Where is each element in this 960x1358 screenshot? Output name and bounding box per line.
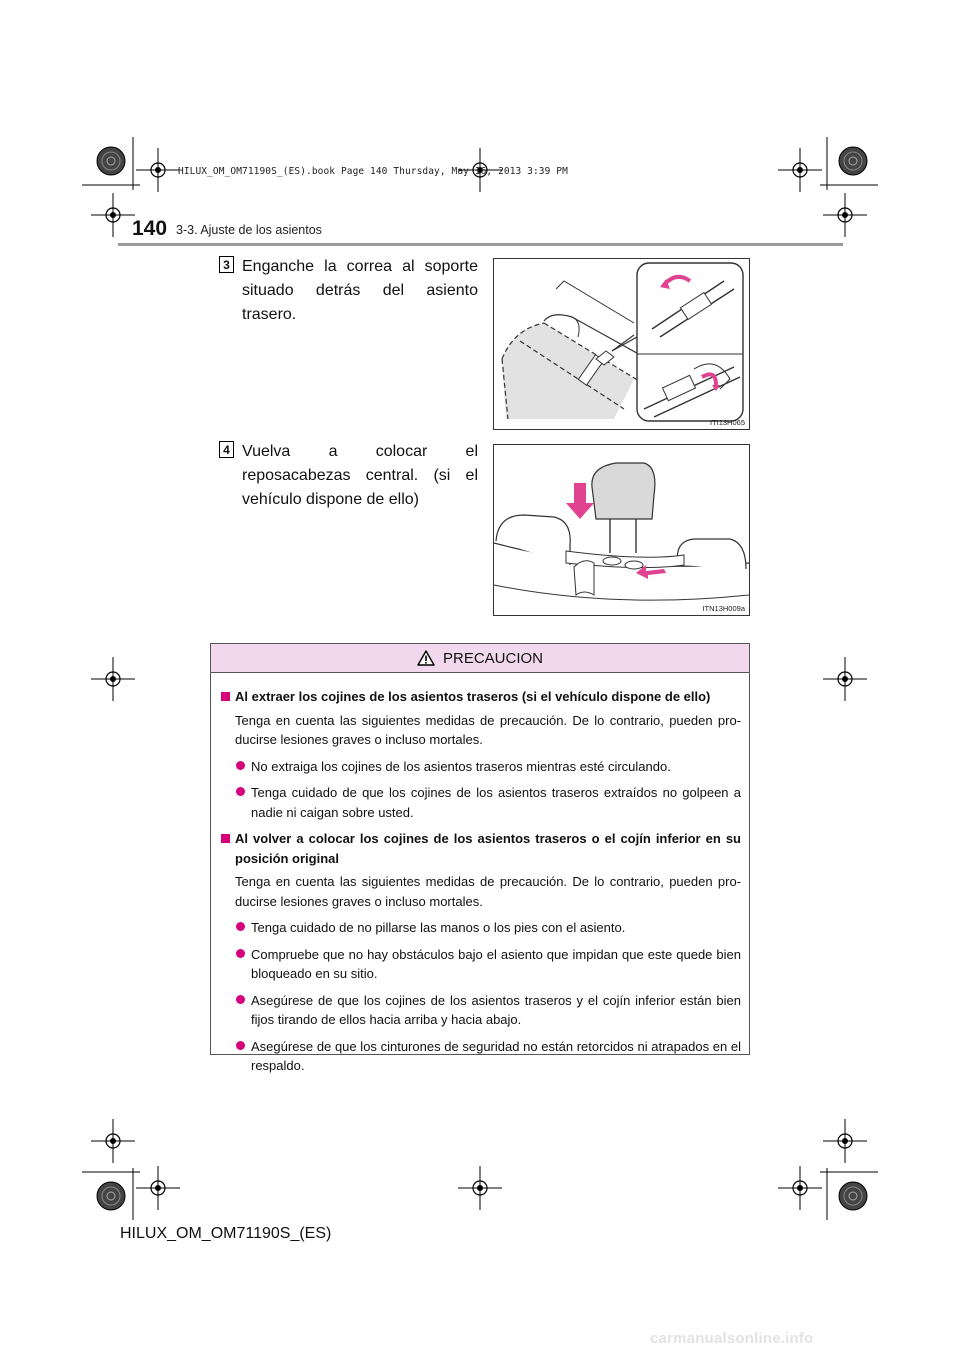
caution-bullet-text: Asegúrese de que los cojines de los asientos traseros y el cojín inferior están bien fijos tirando de ellos hacia arriba y hacia abajo. <box>251 992 741 1027</box>
caution-item-text: Tenga en cuenta las siguientes medidas de precaución. De lo contrario, pueden pro-ducirse lesiones graves o incluso mortales. <box>235 874 741 909</box>
caution-item <box>219 687 741 822</box>
caution-bullet-text: Tenga cuidado de no pillarse las manos o los pies con el asiento. <box>251 920 626 935</box>
caution-bullet <box>235 783 741 822</box>
book-info-line: HILUX_OM_OM71190S_(ES).book Page 140 Thursday, May 16, 2013 3:39 PM <box>178 166 568 177</box>
caution-item-text: Tenga en cuenta las siguientes medidas de precaución. De lo contrario, pueden pro-ducirse lesiones graves o incluso mortales. <box>235 712 741 747</box>
site-watermark: carmanualsonline.info <box>650 1330 814 1347</box>
figure-code: ITN13H009a <box>702 604 745 613</box>
caution-item-title: Al extraer los cojines de los asientos traseros (si el vehículo dispone de ello) <box>235 689 711 704</box>
document-code-footer: HILUX_OM_OM71190S_(ES) <box>120 1225 332 1242</box>
caution-item-title: Al volver a colocar los cojines de los asientos traseros o el cojín inferior en su posición original <box>235 831 741 866</box>
caution-bullet <box>235 757 741 777</box>
step-instruction: Enganche la correa al soporte situado detrás del asiento trasero. <box>242 258 478 323</box>
page-number: 140 <box>132 217 168 240</box>
caution-box <box>210 643 750 1073</box>
caution-bullet <box>235 1037 741 1076</box>
circle-bullet-icon <box>236 995 245 1004</box>
circle-bullet-icon <box>236 922 245 931</box>
square-bullet-icon <box>221 692 230 701</box>
circle-bullet-icon <box>236 1041 245 1050</box>
caution-header <box>211 644 749 673</box>
caution-title: PRECAUCION <box>442 649 543 667</box>
step-number-badge: 3 <box>219 256 234 273</box>
caution-bullet <box>235 918 741 938</box>
caution-bullet-text: Tenga cuidado de que los cojines de los asientos traseros extraídos no golpeen a nadie ni caigan sobre usted. <box>251 785 741 820</box>
square-bullet-icon <box>221 834 230 843</box>
circle-bullet-icon <box>236 949 245 958</box>
step-number-badge: 4 <box>219 441 234 458</box>
circle-bullet-icon <box>236 787 245 796</box>
caution-bullet <box>235 945 741 984</box>
step-instruction: Vuelva a colocar el reposacabezas central. (si el vehículo dispone de ello) <box>242 443 478 508</box>
warning-triangle-icon <box>417 650 435 666</box>
seat-strap-drawing <box>494 259 749 429</box>
circle-bullet-icon <box>236 761 245 770</box>
figure-code: ITI13H065 <box>709 418 745 427</box>
header-divider <box>118 243 843 246</box>
caution-bullet <box>235 991 741 1030</box>
caution-body <box>211 673 749 1076</box>
strap-hook-illustration <box>493 258 750 430</box>
headrest-illustration <box>493 444 750 616</box>
section-title: 3-3. Ajuste de los asientos <box>176 223 322 237</box>
caution-bullet-text: No extraiga los cojines de los asientos traseros mientras esté circulando. <box>251 758 671 774</box>
caution-item <box>219 829 741 1076</box>
caution-bullet-text: Compruebe que no hay obstáculos bajo el asiento que impidan que este quede bien bloqueado en su sitio. <box>251 946 741 981</box>
headrest-drawing <box>494 445 749 615</box>
caution-bullet-text: Asegúrese de que los cinturones de seguridad no están retorcidos ni atrapados en el respaldo. <box>251 1038 741 1073</box>
